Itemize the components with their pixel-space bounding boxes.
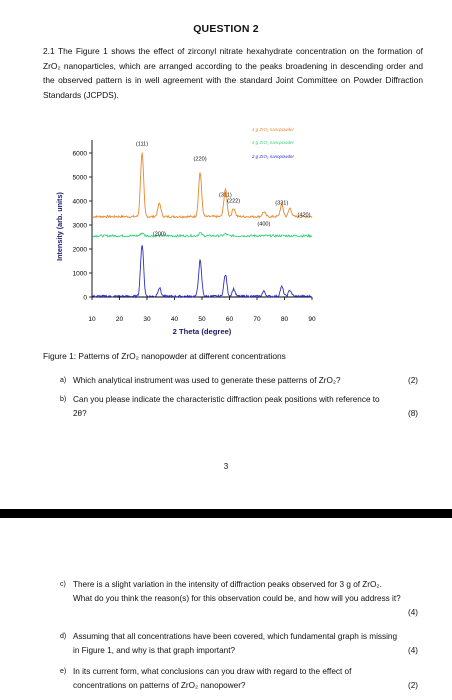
question-b-marks: (8) xyxy=(407,409,418,418)
question-d-marks: (4) xyxy=(407,646,418,655)
peak-label-4: (311) xyxy=(219,192,232,199)
figure-caption: Figure 1: Patterns of ZrO₂ nanopowder at different concentrations xyxy=(43,351,286,361)
question-c-text: There is a slight variation in the intensity of diffraction peaks observed for 3 g of ZrO₂. What do you think the reason(s) for this observation could be, and how will you address it? xyxy=(73,580,401,603)
legend-entry-2: 3 g ZrO₂ nanopowder xyxy=(252,140,294,145)
y-tick-label: 1000 xyxy=(72,270,87,278)
question-a-text: Which analytical instrument was used to generate these patterns of ZrO₂? xyxy=(73,376,341,385)
question-b xyxy=(60,393,418,423)
series-line-3 xyxy=(92,245,312,297)
x-tick-label: 10 xyxy=(88,316,96,323)
y-tick-label: 0 xyxy=(83,294,87,302)
x-tick-label: 40 xyxy=(170,316,179,323)
x-tick-label: 90 xyxy=(308,316,316,323)
question-d-text: Assuming that all concentrations have been covered, which fundamental graph is missing in Figure 1, and why is that graph important? xyxy=(73,632,398,655)
y-tick-label: 3000 xyxy=(72,222,87,230)
question-b-letter: b) xyxy=(60,396,67,403)
x-tick-label: 60 xyxy=(225,316,234,323)
question-d-letter: d) xyxy=(60,633,67,640)
question-e-letter: e) xyxy=(60,668,67,675)
question-c xyxy=(60,578,418,622)
question-intro: 2.1 The Figure 1 shows the effect of zirconyl nitrate hexahydrate concentration on the formation of ZrO₂ nanoparticles, which are arranged according to the peaks broadening in descending order and the observed pattern is in well agreement with the standard Joint Committee on Powder Diffraction Standards (JCPDS). xyxy=(43,46,423,100)
peak-label-8: (420) xyxy=(297,212,311,219)
peak-label-1: (111) xyxy=(135,141,149,148)
question-b-text: Can you please indicate the characteristic diffraction peak positions with reference to 2θ? xyxy=(73,395,380,418)
x-tick-label: 70 xyxy=(253,316,261,323)
peak-label-2: (200) xyxy=(152,231,166,238)
x-tick-label: 80 xyxy=(280,316,289,323)
question-e xyxy=(60,665,418,695)
question-e-marks: (2) xyxy=(407,681,418,690)
y-tick-label: 6000 xyxy=(72,150,87,158)
x-axis-label: 2 Theta (degree) xyxy=(172,327,232,336)
question-c-letter: c) xyxy=(60,581,66,588)
y-tick-label: 2000 xyxy=(72,246,87,254)
question-a-marks: (2) xyxy=(407,376,418,385)
peak-label-5: (222) xyxy=(227,198,241,205)
question-title: QUESTION 2 xyxy=(193,23,259,35)
peak-label-6: (400) xyxy=(257,221,271,228)
peak-label-7: (331) xyxy=(275,200,289,207)
series-line-2 xyxy=(92,233,312,237)
question-a-letter: a) xyxy=(60,377,67,384)
page-number: 3 xyxy=(223,462,229,471)
x-tick-label: 50 xyxy=(198,316,206,323)
page-divider xyxy=(0,509,452,518)
legend-entry-1: 4 g ZrO₂ nanopowder xyxy=(252,127,294,132)
x-tick-label: 20 xyxy=(115,316,124,323)
x-tick-label: 30 xyxy=(143,316,151,323)
legend-entry-3: 2 g ZrO₂ nanopowder xyxy=(252,154,294,159)
question-c-marks: (4) xyxy=(407,608,418,617)
question-e-text: In its current form, what conclusions can you draw with regard to the effect of concentrations on patterns of ZrO₂ nanopower? xyxy=(73,667,352,690)
question-d xyxy=(60,630,418,660)
peak-label-3: (220) xyxy=(193,156,207,163)
question-a xyxy=(60,374,418,388)
y-tick-label: 5000 xyxy=(72,174,87,182)
y-axis-label: Intensity (arb. units) xyxy=(55,192,64,261)
y-tick-label: 4000 xyxy=(72,198,87,206)
